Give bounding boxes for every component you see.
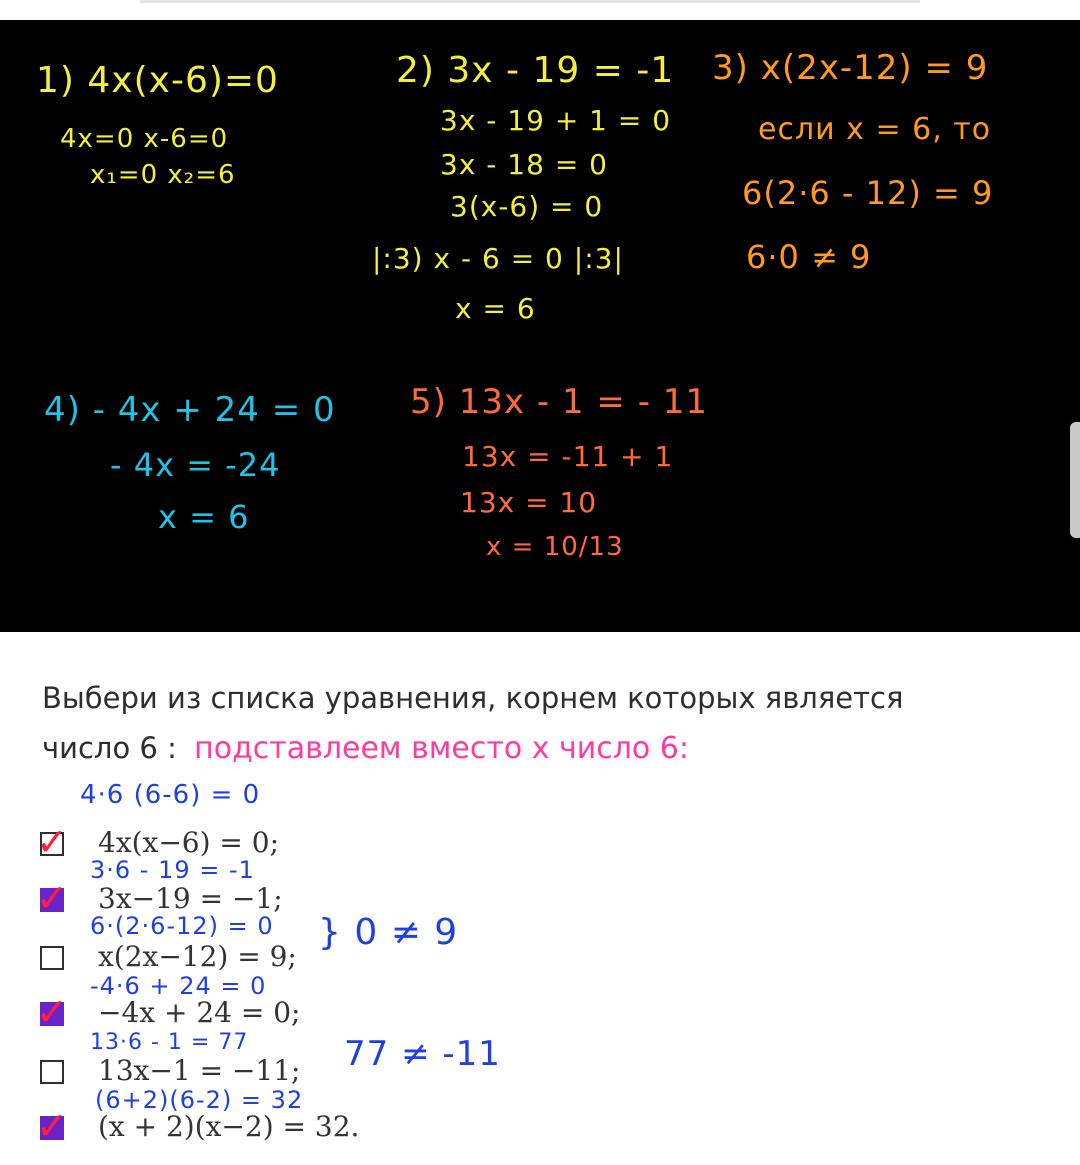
checkmark-icon: ✓ — [36, 820, 68, 864]
eq2-line2: 3x - 19 + 1 = 0 — [440, 104, 672, 137]
scroll-handle[interactable] — [1070, 422, 1080, 538]
eq1-line3: x₁=0 x₂=6 — [90, 160, 236, 190]
eq4-line2: - 4x = -24 — [110, 446, 281, 484]
checkmark-icon: ✓ — [36, 1104, 68, 1148]
eq3-line4: 6·0 ≠ 9 — [746, 238, 872, 276]
option-3-side-note: } 0 ≠ 9 — [318, 912, 459, 953]
option-3-annotation: 6·(2·6-12) = 0 — [90, 912, 274, 940]
blackboard-image — [0, 20, 1080, 632]
option-5-checkbox[interactable] — [40, 1060, 64, 1084]
checkmark-icon: ✓ — [36, 990, 68, 1034]
eq5-line2: 13x = -11 + 1 — [462, 440, 674, 473]
option-1-label: 4x(x−6) = 0; — [98, 826, 280, 859]
eq5-line1: 5) 13x - 1 = - 11 — [410, 382, 709, 422]
eq3-line2: если x = 6, то — [758, 112, 992, 147]
eq2-line5: |:3) x - 6 = 0 |:3| — [372, 242, 624, 275]
checkmark-icon: ✓ — [36, 876, 68, 920]
option-3-checkbox[interactable] — [40, 946, 64, 970]
top-divider — [140, 0, 920, 3]
option-5-label: 13x−1 = −11; — [98, 1054, 301, 1087]
option-3-label: x(2x−12) = 9; — [98, 940, 297, 973]
top-bar — [0, 0, 1080, 20]
question-line1: Выбери из списка уравнения, корнем которых является — [42, 681, 904, 715]
option-5-side-note: 77 ≠ -11 — [344, 1034, 501, 1074]
option-4-label: −4x + 24 = 0; — [98, 996, 301, 1029]
eq3-line3: 6(2·6 - 12) = 9 — [742, 174, 994, 212]
option-5-annotation: 13·6 - 1 = 77 — [90, 1030, 249, 1055]
question-text — [42, 673, 1042, 774]
question-line2-wrap — [42, 723, 1042, 774]
eq2-line6: x = 6 — [455, 292, 536, 325]
option-6-annotation: (6+2)(6-2) = 32 — [95, 1086, 304, 1114]
question-line2: число 6 : — [42, 731, 177, 765]
eq5-line3: 13x = 10 — [460, 486, 598, 519]
option-1-annotation: 4·6 (6-6) = 0 — [80, 780, 261, 810]
eq2-line1: 2) 3x - 19 = -1 — [396, 50, 675, 91]
option-6-label: (x + 2)(x−2) = 32. — [98, 1110, 360, 1143]
eq1-line2: 4x=0 x-6=0 — [60, 124, 229, 154]
option-4-annotation: -4·6 + 24 = 0 — [90, 972, 267, 1000]
option-2-annotation: 3·6 - 19 = -1 — [90, 856, 255, 884]
eq4-line3: x = 6 — [158, 498, 250, 536]
eq2-line3: 3x - 18 = 0 — [440, 148, 608, 181]
eq4-line1: 4) - 4x + 24 = 0 — [44, 390, 336, 430]
handwritten-note: подставлеем вместо x число 6: — [194, 731, 689, 766]
eq5-line4: x = 10/13 — [486, 532, 624, 562]
option-2-label: 3x−19 = −1; — [98, 882, 283, 915]
eq1-line1: 1) 4x(x-6)=0 — [36, 60, 279, 101]
eq2-line4: 3(x-6) = 0 — [450, 190, 604, 223]
eq3-line1: 3) x(2x-12) = 9 — [712, 48, 989, 88]
